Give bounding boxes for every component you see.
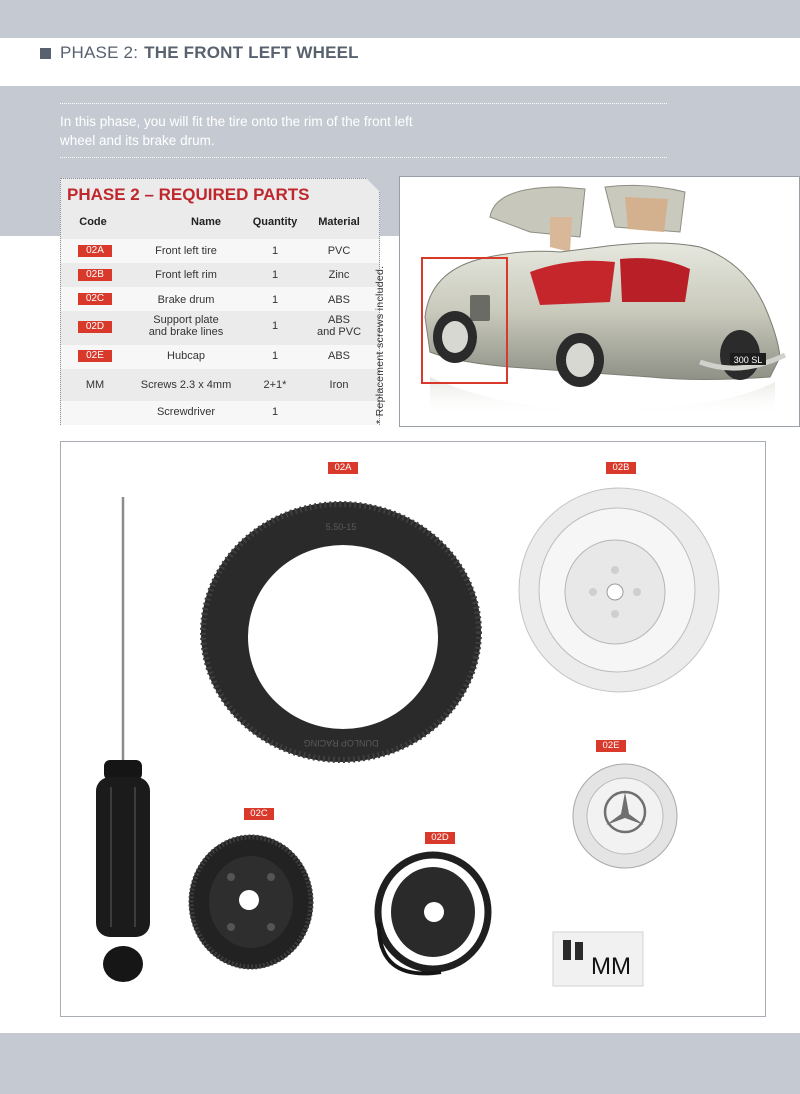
part-name: Screws 2.3 x 4mm	[140, 379, 232, 391]
part-quantity: 1	[271, 406, 279, 418]
part-name-line2: and brake lines	[148, 326, 224, 338]
code-badge: 02C	[78, 293, 112, 305]
support-plate	[378, 855, 488, 973]
part-quantity: 1	[271, 350, 279, 362]
part-name: Front left tire	[155, 245, 217, 257]
phase-name: THE FRONT LEFT WHEEL	[144, 43, 359, 62]
tire-brand-text: DUNLOP RACING	[303, 738, 379, 748]
part-name: Screwdriver	[156, 406, 216, 418]
part-name: Brake drum	[157, 294, 215, 306]
page-title	[60, 43, 359, 63]
label-support-plate: 02D	[425, 832, 455, 844]
top-band	[0, 0, 800, 38]
title-bullet-icon	[40, 48, 51, 59]
code-badge: 02B	[78, 269, 112, 281]
wheel-highlight-box	[421, 257, 508, 384]
license-plate: 300 SL	[733, 355, 763, 365]
intro-text: In this phase, you will fit the tire onto the rim of the front left wheel and its brake drum.	[60, 114, 413, 148]
column-header-material: Material	[318, 216, 360, 228]
part-material-line1: ABS	[327, 314, 350, 326]
required-parts-table	[60, 178, 380, 425]
label-tire: 02A	[328, 462, 358, 474]
brake-drum	[189, 835, 313, 969]
label-rim: 02B	[606, 462, 636, 474]
car-photo	[399, 176, 800, 427]
code-badge: 02A	[78, 245, 112, 257]
part-quantity: 1	[271, 269, 279, 281]
rim	[519, 488, 719, 692]
table-row	[61, 401, 379, 425]
part-code: MM	[85, 379, 105, 391]
replacement-footnote: * Replacement screws included.	[374, 265, 386, 424]
column-header-name: Name	[191, 216, 221, 228]
table-row	[61, 311, 379, 345]
part-material: Iron	[329, 379, 349, 391]
table-row	[61, 239, 379, 263]
screws-bag	[553, 932, 643, 986]
label-hubcap: 02E	[596, 740, 626, 752]
tire	[201, 502, 481, 762]
part-material: ABS	[327, 294, 350, 306]
screws-bag-label: MM	[591, 953, 631, 980]
parts-table-title: PHASE 2 – REQUIRED PARTS	[67, 185, 310, 204]
table-row	[61, 345, 379, 369]
folded-corner	[366, 178, 380, 192]
part-name-line1: Support plate	[153, 314, 219, 326]
column-header-code: Code	[79, 216, 107, 228]
part-name: Hubcap	[167, 350, 205, 362]
table-row	[61, 375, 379, 399]
hubcap	[573, 764, 677, 868]
parts-illustration	[61, 442, 765, 1016]
part-material: PVC	[327, 245, 351, 257]
tire-size-text: 5.50-15	[325, 522, 357, 532]
parts-photo-panel	[60, 441, 766, 1017]
divider-top	[60, 103, 667, 104]
divider-bottom	[60, 157, 667, 158]
label-drum: 02C	[244, 808, 274, 820]
part-quantity: 1	[271, 245, 279, 257]
bottom-band	[0, 1033, 800, 1094]
part-quantity: 1	[271, 320, 279, 332]
part-material: Zinc	[328, 269, 350, 281]
part-material-line2: and PVC	[316, 326, 362, 338]
column-header-quantity: Quantity	[252, 216, 298, 228]
part-quantity: 2+1*	[263, 379, 287, 391]
phase-label: PHASE 2:	[60, 43, 139, 62]
table-row	[61, 263, 379, 287]
part-material: ABS	[327, 350, 350, 362]
table-row	[61, 287, 379, 311]
screwdriver	[96, 497, 150, 982]
code-badge: 02D	[78, 321, 112, 333]
part-quantity: 1	[271, 294, 279, 306]
part-name: Front left rim	[155, 269, 217, 281]
code-badge: 02E	[78, 350, 112, 362]
